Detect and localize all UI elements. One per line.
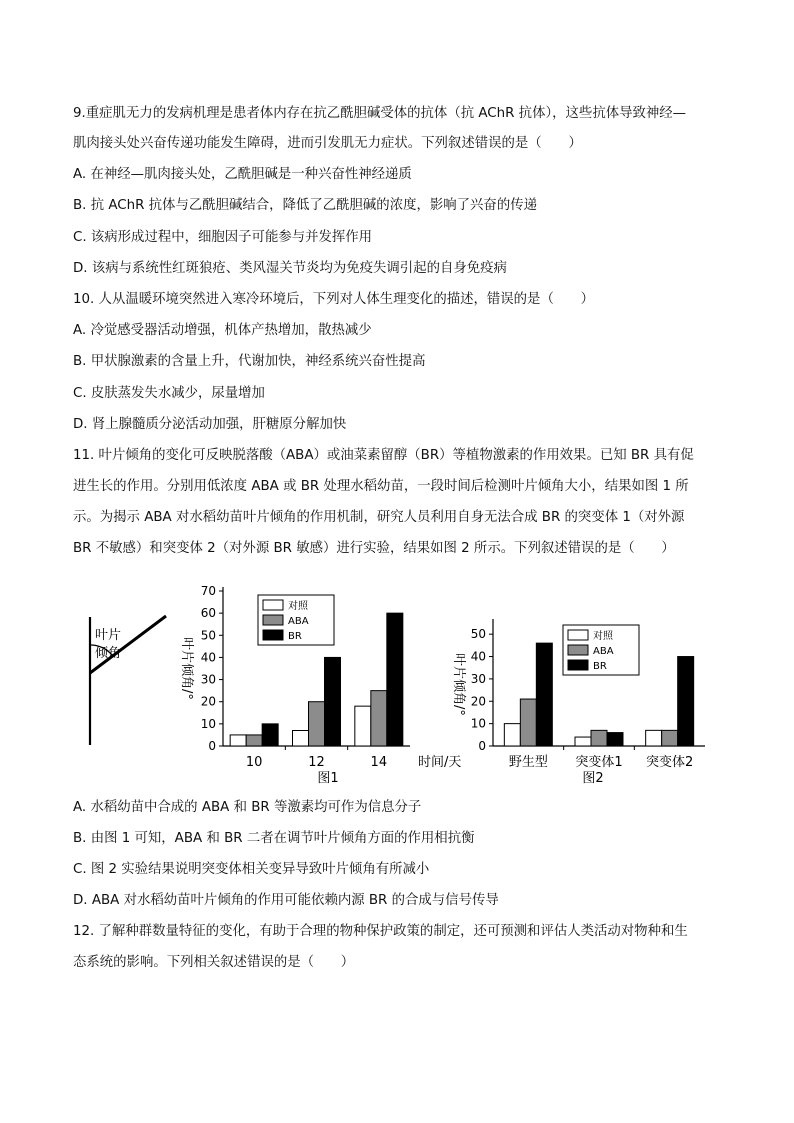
- legend-swatch-对照: [568, 630, 588, 640]
- q12-stem-line1: 12. 了解种群数量特征的变化，有助于合理的物种保护政策的制定，还可预测和评估人类活动对物种和生: [73, 924, 688, 939]
- x-tick-label: 野生型: [508, 755, 548, 770]
- y-axis-label: 叶片倾角/°: [179, 637, 194, 700]
- y-tick-label: 50: [200, 628, 216, 643]
- x-tick-label: 突变体1: [575, 755, 623, 770]
- y-tick-label: 20: [200, 694, 216, 709]
- bar-BR-突变体1: [607, 733, 623, 746]
- legend-label: 对照: [288, 601, 308, 612]
- legend-swatch-ABA: [263, 615, 283, 625]
- x-tick-label: 突变体2: [646, 755, 694, 770]
- bar-BR-突变体2: [678, 657, 694, 746]
- y-tick-label: 30: [470, 671, 486, 686]
- leaf-label-2: 倾角: [95, 646, 122, 661]
- bar-BR-野生型: [536, 643, 552, 746]
- q10-option-c: C. 皮肤蒸发失水减少，尿量增加: [73, 386, 265, 401]
- legend-label: ABA: [593, 646, 614, 657]
- y-tick-label: 0: [208, 739, 216, 753]
- bar-对照-突变体2: [646, 730, 662, 746]
- bar-ABA-12: [309, 702, 325, 746]
- q9-option-b: B. 抗 AChR 抗体与乙酰胆碱结合，降低了乙酰胆碱的浓度，影响了兴奋的传递: [73, 198, 537, 213]
- legend-label: BR: [593, 661, 607, 672]
- bar-对照-突变体1: [575, 737, 591, 746]
- y-tick-label: 70: [200, 584, 216, 598]
- legend-swatch-BR: [263, 630, 283, 640]
- leaf-line: [90, 616, 166, 673]
- figure1-chart: [179, 584, 461, 786]
- y-tick-label: 60: [200, 606, 216, 621]
- q11-stem-line1: 11. 叶片倾角的变化可反映脱落酸（ABA）或油菜素留醇（BR）等植物激素的作用效果。已知 BR 具有促: [73, 448, 694, 463]
- bar-对照-12: [293, 731, 309, 747]
- bar-ABA-14: [371, 691, 387, 746]
- y-tick-label: 20: [470, 694, 486, 709]
- q11-stem-line2: 进生长的作用。分别用低浓度 ABA 或 BR 处理水稻幼苗，一段时间后检测叶片倾角大小，结果如图 1 所: [73, 479, 689, 494]
- legend-label: 对照: [593, 631, 613, 642]
- legend-swatch-对照: [263, 600, 283, 610]
- q10-option-b: B. 甲状腺激素的含量上升，代谢加快，神经系统兴奋性提高: [73, 354, 426, 369]
- figure-caption: 图2: [582, 771, 604, 786]
- q9-option-c: C. 该病形成过程中，细胞因子可能参与并发挥作用: [73, 230, 373, 245]
- y-tick-label: 10: [200, 716, 216, 731]
- y-tick-label: 0: [478, 739, 486, 753]
- q11-figures: [0, 575, 794, 790]
- q10-option-d: D. 肾上腺髓质分泌活动加强，肝糖原分解加快: [73, 417, 347, 432]
- q9-stem-line2: 肌肉接头处兴奋传递功能发生障碍，进而引发肌无力症状。下列叙述错误的是（ ）: [73, 136, 582, 151]
- bar-ABA-突变体1: [591, 730, 607, 746]
- bar-ABA-10: [246, 735, 262, 746]
- q11-option-b: B. 由图 1 可知，ABA 和 BR 二者在调节叶片倾角方面的作用相抗衡: [73, 831, 475, 846]
- leaf-label-1: 叶片: [95, 628, 122, 643]
- y-tick-label: 40: [470, 649, 486, 664]
- q11-option-d: D. ABA 对水稻幼苗叶片倾角的作用可能依赖内源 BR 的合成与信号传导: [73, 893, 499, 908]
- y-tick-label: 40: [200, 650, 216, 665]
- leaf-angle-diagram: [90, 616, 166, 745]
- y-tick-label: 50: [470, 627, 486, 642]
- legend-swatch-ABA: [568, 645, 588, 655]
- bar-ABA-突变体2: [662, 730, 678, 746]
- figure2-chart: [451, 619, 705, 786]
- legend-label: BR: [288, 631, 302, 642]
- q9-stem-line1: 9.重症肌无力的发病机理是患者体内存在抗乙酰胆碱受体的抗体（抗 AChR 抗体），这些抗体导致神经—: [73, 106, 687, 121]
- q10-option-a: A. 冷觉感受器活动增强，机体产热增加，散热减少: [73, 323, 372, 338]
- bar-ABA-野生型: [520, 699, 536, 746]
- x-tick-label: 12: [308, 755, 325, 770]
- x-axis-label: 时间/天: [418, 755, 462, 770]
- bar-BR-10: [262, 724, 278, 746]
- x-tick-label: 14: [370, 755, 388, 770]
- bar-BR-14: [387, 613, 403, 746]
- q11-option-a: A. 水稻幼苗中合成的 ABA 和 BR 等激素均可作为信息分子: [73, 800, 422, 815]
- bar-对照-野生型: [504, 724, 520, 746]
- y-axis-label: 叶片倾角/°: [451, 653, 466, 716]
- q10-stem: 10. 人从温暖环境突然进入寒冷环境后，下列对人体生理变化的描述，错误的是（ ）: [73, 292, 595, 307]
- x-tick-label: 10: [245, 755, 263, 770]
- q12-stem-line2: 态系统的影响。下列相关叙述错误的是（ ）: [73, 955, 355, 970]
- q11-option-c: C. 图 2 实验结果说明突变体相关变异导致叶片倾角有所减小: [73, 862, 430, 877]
- bar-对照-14: [355, 706, 371, 746]
- bar-BR-12: [325, 657, 341, 746]
- legend: [258, 595, 334, 645]
- y-tick-label: 10: [470, 716, 486, 731]
- y-tick-label: 30: [200, 672, 216, 687]
- q11-stem-line3: 示。为揭示 ABA 对水稻幼苗叶片倾角的作用机制，研究人员利用自身无法合成 BR 的突变体 1（对外源: [73, 510, 685, 525]
- q9-option-d: D. 该病与系统性红斑狼疮、类风湿关节炎均为免疫失调引起的自身免疫病: [73, 261, 507, 276]
- bar-对照-10: [230, 735, 246, 746]
- q9-option-a: A. 在神经—肌肉接头处，乙酰胆碱是一种兴奋性神经递质: [73, 167, 412, 182]
- legend-swatch-BR: [568, 660, 588, 670]
- legend: [563, 625, 639, 675]
- legend-label: ABA: [288, 616, 309, 627]
- q11-stem-line4: BR 不敏感）和突变体 2（对外源 BR 敏感）进行实验，结果如图 2 所示。下列叙述错误的是（ ）: [73, 541, 675, 556]
- figure-caption: 图1: [317, 771, 339, 786]
